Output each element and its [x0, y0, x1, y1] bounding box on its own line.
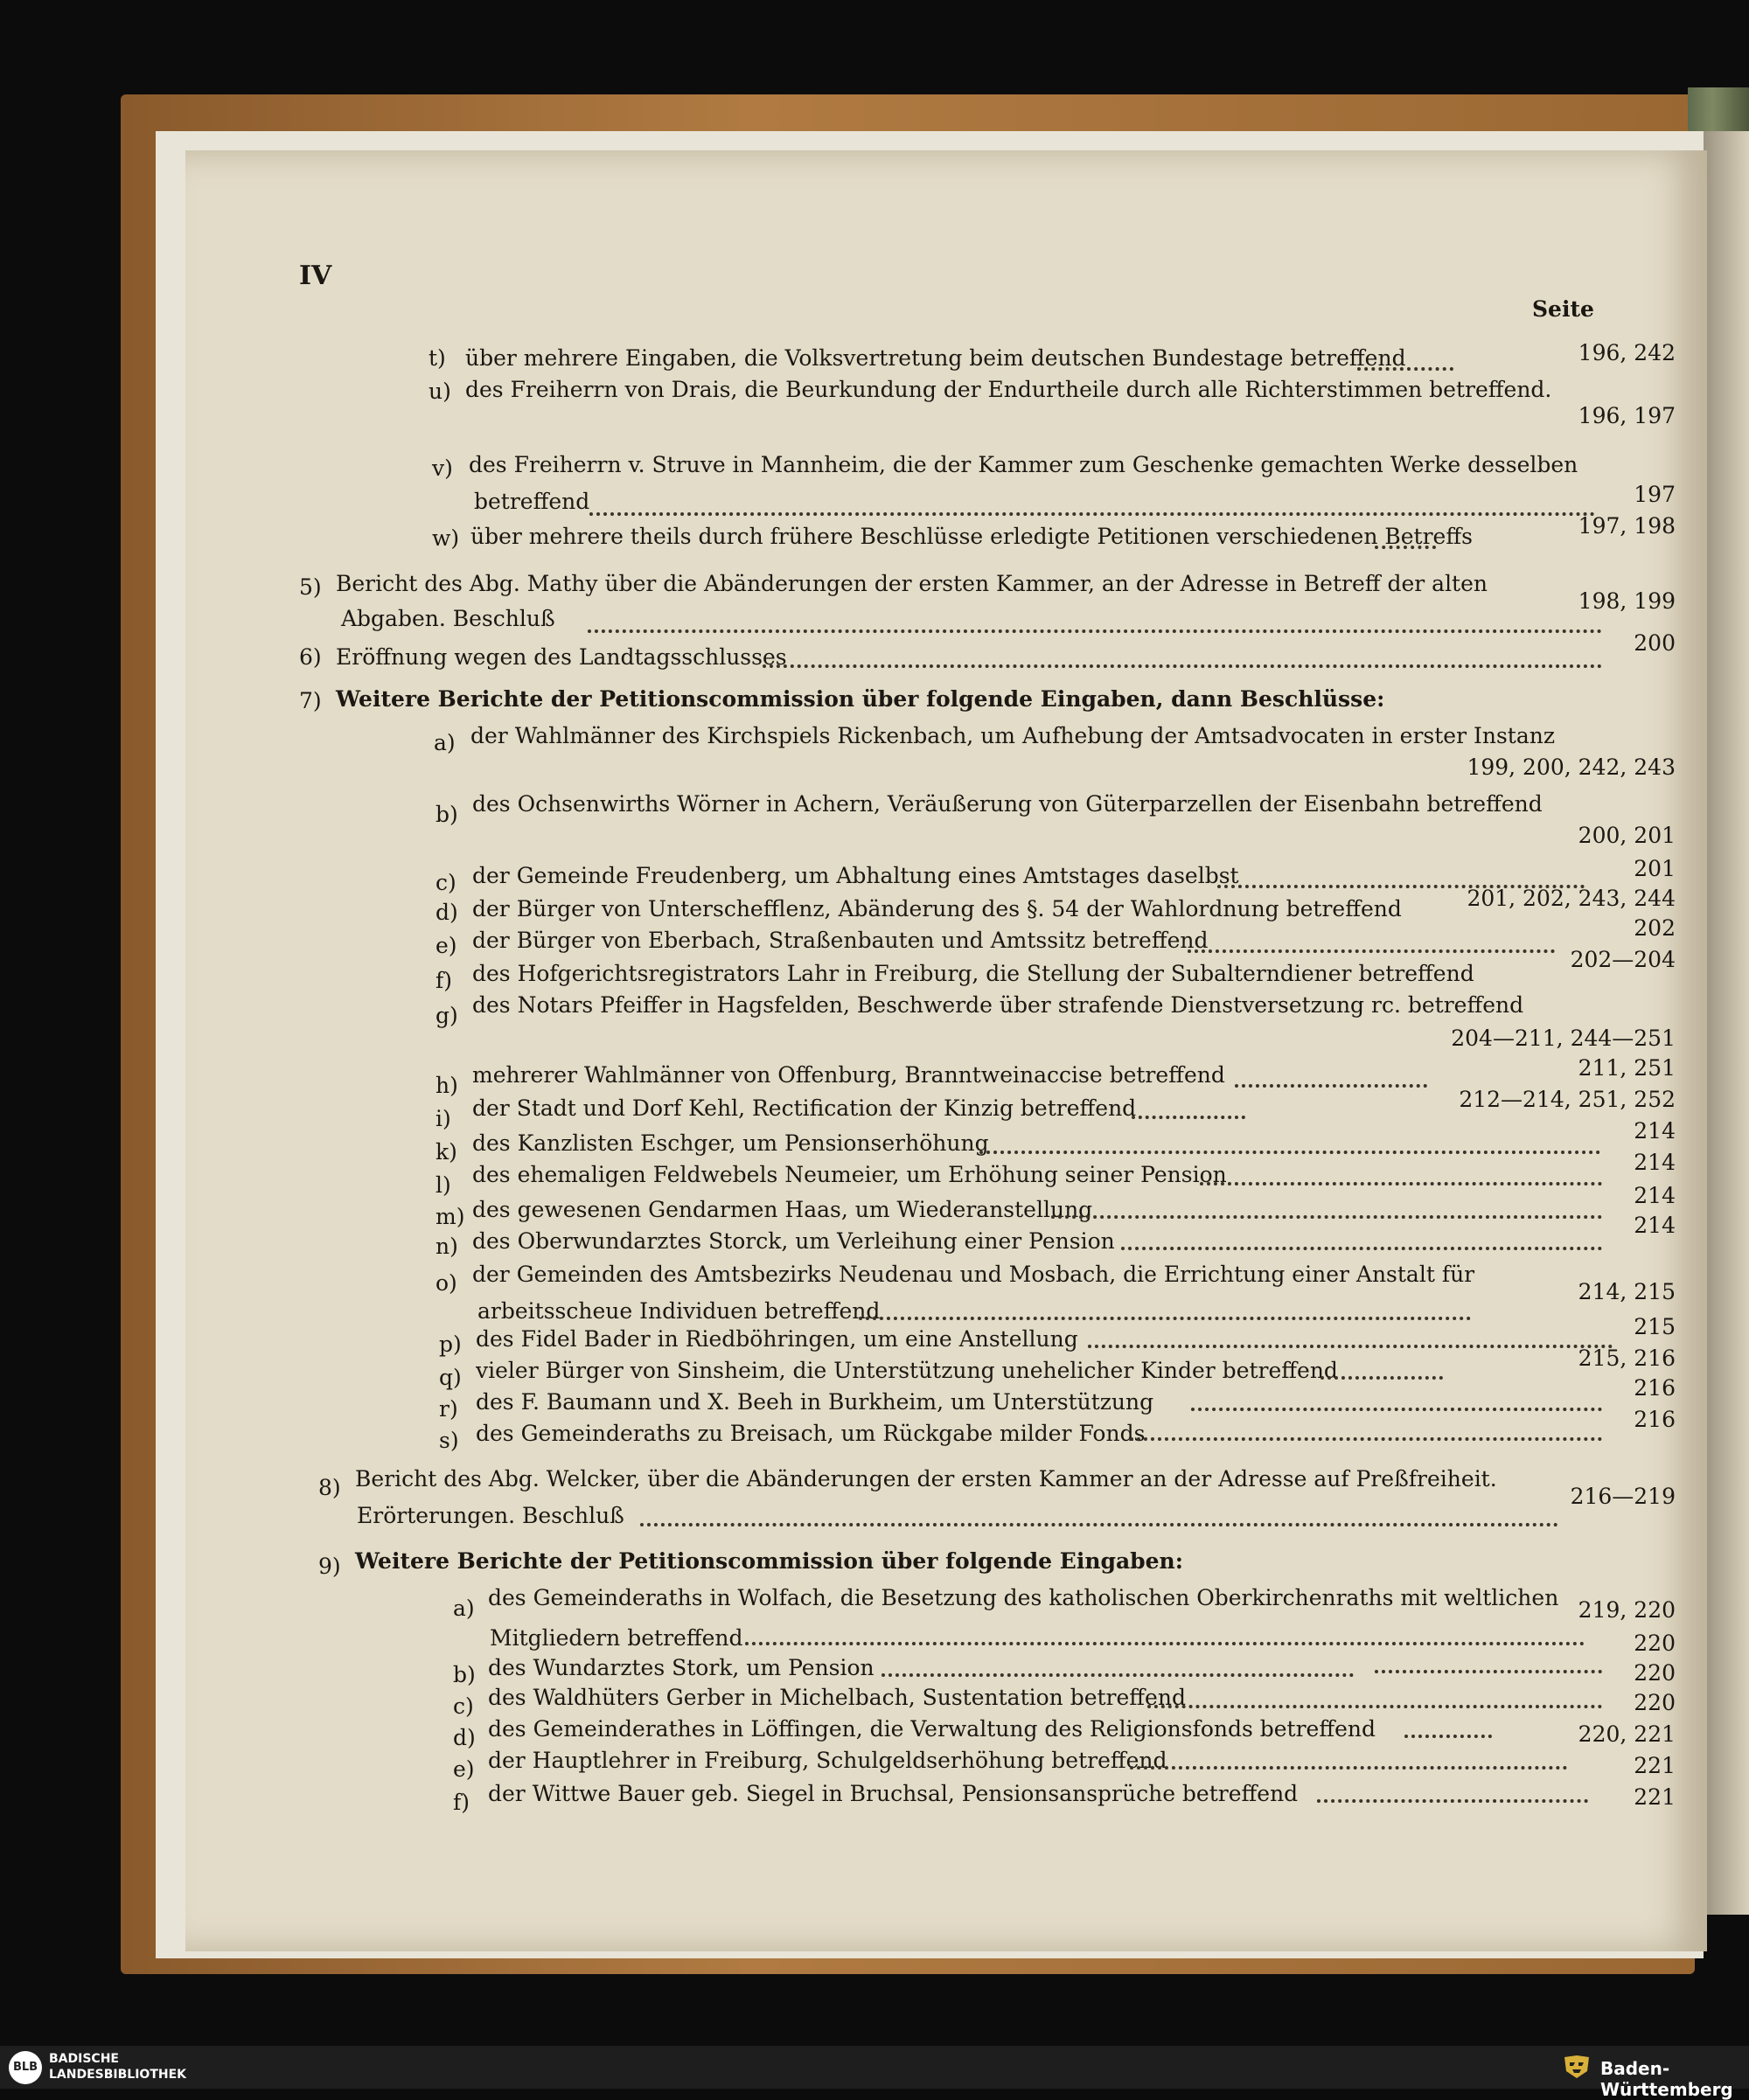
- library-name-line1: BADISCHE: [49, 2052, 119, 2066]
- entry-pages: 221: [1634, 1784, 1676, 1810]
- entry-text: Abgaben. Beschluß: [341, 606, 555, 631]
- entry-text: über mehrere theils durch frühere Beschlüsse erledigte Petitionen verschiedenen Betreffs: [470, 524, 1473, 549]
- entry-pages: 216: [1634, 1375, 1676, 1401]
- entry-label: o): [436, 1270, 457, 1296]
- entry-text: des Freiherrn v. Struve in Mannheim, die der Kammer zum Geschenke gemachten Werke desselben: [469, 452, 1578, 477]
- entry-text: Eröffnung wegen des Landtagsschlusses: [336, 644, 787, 670]
- entry-label: a): [453, 1596, 475, 1621]
- entry-label: a): [434, 730, 456, 755]
- leader-dots: [1147, 1701, 1602, 1708]
- entry-text: der Wittwe Bauer geb. Siegel in Bruchsal, Pensionsansprüche betreffend: [488, 1781, 1299, 1806]
- footer-bar: [0, 2046, 1749, 2100]
- entry-pages: 221: [1634, 1753, 1676, 1778]
- entry-pages: 220: [1634, 1660, 1676, 1686]
- leader-dots: [1317, 1796, 1588, 1803]
- entry-pages: 201, 202, 243, 244: [1467, 886, 1676, 911]
- entry-text: des Kanzlisten Eschger, um Pensionserhöhung: [472, 1130, 989, 1156]
- entry-label: b): [436, 802, 458, 827]
- entry-text: der Stadt und Dorf Kehl, Rectification der Kinzig betreffend: [472, 1095, 1137, 1121]
- leader-dots: [1375, 1666, 1602, 1673]
- entry-text: Bericht des Abg. Mathy über die Abänderungen der ersten Kammer, an der Adresse in Betreff der alten: [336, 571, 1488, 596]
- entry-label: n): [436, 1234, 458, 1259]
- leader-dots: [859, 1313, 1471, 1320]
- entry-pages: 204—211, 244—251: [1451, 1026, 1676, 1051]
- entry-pages: 216: [1634, 1407, 1676, 1432]
- entry-label: 7): [299, 688, 322, 713]
- leader-dots: [1132, 1112, 1245, 1119]
- entry-pages: 214: [1634, 1118, 1676, 1144]
- entry-label: k): [436, 1139, 457, 1165]
- entry-label: c): [436, 870, 456, 895]
- entry-text: des Oberwundarztes Storck, um Verleihung einer Pension: [472, 1228, 1115, 1254]
- entry-label: b): [453, 1662, 476, 1687]
- entry-label: p): [439, 1332, 462, 1357]
- leader-dots: [1188, 946, 1555, 953]
- library-name-line2: LANDESBIBLIOTHEK: [49, 2068, 187, 2082]
- entry-label: f): [436, 968, 453, 993]
- document-page: [185, 150, 1707, 1951]
- leader-dots: [1357, 364, 1453, 371]
- library-name: [49, 2051, 186, 2083]
- entry-pages: 212—214, 251, 252: [1459, 1087, 1676, 1112]
- entry-pages: 202—204: [1570, 947, 1676, 972]
- entry-text: des Gemeinderaths zu Breisach, um Rückgabe milder Fonds: [476, 1421, 1146, 1446]
- leader-dots: [1404, 1731, 1492, 1738]
- entry-label: d): [436, 900, 458, 925]
- leader-dots: [1191, 1404, 1602, 1411]
- next-page-edge: [1704, 131, 1749, 1915]
- leader-dots: [745, 1638, 1585, 1645]
- entry-label: 8): [318, 1475, 341, 1500]
- entry-text: Mitgliedern betreffend: [490, 1625, 743, 1651]
- entry-label: h): [436, 1073, 458, 1098]
- leader-dots: [589, 509, 1595, 516]
- entry-label: 6): [299, 644, 322, 670]
- entry-pages: 198, 199: [1578, 588, 1676, 614]
- entry-label: u): [429, 379, 451, 404]
- entry-text: Bericht des Abg. Welcker, über die Abänderungen der ersten Kammer an der Adresse auf Preßfreiheit.: [355, 1466, 1497, 1492]
- entry-text: Erörterungen. Beschluß: [357, 1503, 624, 1528]
- leader-dots: [881, 1670, 1354, 1677]
- leader-dots: [1088, 1341, 1613, 1348]
- entry-pages: 199, 200, 242, 243: [1467, 754, 1676, 780]
- entry-pages: 215, 216: [1578, 1346, 1676, 1371]
- entry-text: der Gemeinde Freudenberg, um Abhaltung eines Amtstages daselbst: [472, 863, 1239, 888]
- leader-dots: [763, 661, 1602, 668]
- state-crest-icon: [1562, 2054, 1592, 2080]
- entry-text: des Notars Pfeiffer in Hagsfelden, Beschwerde über strafende Dienstversetzung rc. betreffend: [472, 992, 1524, 1018]
- entry-text: der Bürger von Unterschefflenz, Abänderung des §. 54 der Wahlordnung betreffend: [472, 896, 1402, 921]
- entry-text: der Hauptlehrer in Freiburg, Schulgeldserhöhung betreffend: [488, 1748, 1167, 1773]
- entry-pages: 215: [1634, 1314, 1676, 1339]
- entry-label: e): [436, 933, 457, 958]
- leader-dots: [979, 1147, 1600, 1154]
- leader-dots: [1235, 1081, 1427, 1088]
- entry-text: des Ochsenwirths Wörner in Achern, Veräußerung von Güterparzellen der Eisenbahn betreffend: [472, 791, 1543, 817]
- entry-pages: 197, 198: [1578, 513, 1676, 539]
- leader-dots: [1130, 1763, 1567, 1770]
- entry-pages: 214: [1634, 1183, 1676, 1208]
- entry-label: q): [439, 1365, 462, 1390]
- entry-text: des F. Baumann und X. Beeh in Burkheim, um Unterstützung: [476, 1389, 1154, 1415]
- entry-pages: 211, 251: [1578, 1055, 1676, 1081]
- leader-dots: [1130, 1434, 1602, 1441]
- entry-text: des Gemeinderathes in Löffingen, die Verwaltung des Religionsfonds betreffend: [488, 1716, 1376, 1742]
- entry-text: Weitere Berichte der Petitionscommission über folgende Eingaben:: [355, 1548, 1183, 1574]
- seite-label: Seite: [1532, 296, 1594, 322]
- entry-label: d): [453, 1725, 476, 1750]
- entry-label: m): [436, 1204, 465, 1229]
- entry-label: v): [432, 455, 453, 481]
- entry-text: arbeitsscheue Individuen betreffend: [477, 1298, 881, 1324]
- entry-text: des Gemeinderaths in Wolfach, die Besetzung des katholischen Oberkirchenraths mit weltlichen: [488, 1585, 1559, 1610]
- entry-pages: 214, 215: [1578, 1279, 1676, 1304]
- entry-pages: 200, 201: [1578, 823, 1676, 848]
- entry-text: mehrerer Wahlmänner von Offenburg, Branntweinaccise betreffend: [472, 1062, 1225, 1088]
- entry-pages: 216—219: [1570, 1484, 1676, 1509]
- entry-pages: 196, 242: [1578, 340, 1676, 365]
- entry-text: des Wundarztes Stork, um Pension: [488, 1655, 874, 1680]
- entry-pages: 197: [1634, 482, 1676, 507]
- entry-text: des Fidel Bader in Riedböhringen, um eine Anstellung: [476, 1326, 1078, 1352]
- entry-label: s): [439, 1428, 459, 1453]
- entry-label: e): [453, 1756, 475, 1782]
- entry-pages: 201: [1634, 856, 1676, 881]
- entry-text: vieler Bürger von Sinsheim, die Unterstützung unehelicher Kinder betreffend: [476, 1358, 1338, 1383]
- leader-dots: [1200, 1179, 1602, 1186]
- entry-pages: 202: [1634, 915, 1676, 941]
- entry-label: f): [453, 1790, 470, 1815]
- state-name: Baden-Württemberg: [1600, 2058, 1733, 2100]
- leader-dots: [1051, 1212, 1602, 1219]
- entry-pages: 214: [1634, 1213, 1676, 1238]
- entry-label: c): [453, 1693, 474, 1719]
- entry-text: der Gemeinden des Amtsbezirks Neudenau und Mosbach, die Errichtung einer Anstalt für: [472, 1262, 1475, 1287]
- entry-text: des ehemaligen Feldwebels Neumeier, um Erhöhung seiner Pension: [472, 1162, 1227, 1187]
- entry-pages: 196, 197: [1578, 403, 1676, 428]
- entry-label: r): [439, 1396, 458, 1422]
- entry-label: g): [436, 1003, 458, 1028]
- leader-dots: [640, 1519, 1558, 1526]
- entry-label: w): [432, 525, 460, 551]
- page-number: IV: [299, 261, 332, 291]
- entry-text: des Waldhüters Gerber in Michelbach, Sustentation betreffend: [488, 1685, 1186, 1710]
- leader-dots: [1320, 1373, 1443, 1380]
- leader-dots: [1375, 542, 1436, 549]
- entry-text: der Wahlmänner des Kirchspiels Rickenbach, um Aufhebung der Amtsadvocaten in erster Instanz: [470, 723, 1556, 748]
- entry-text: Weitere Berichte der Petitionscommission über folgende Eingaben, dann Beschlüsse:: [336, 686, 1385, 712]
- entry-text: des gewesenen Gendarmen Haas, um Wiederanstellung: [472, 1197, 1093, 1222]
- entry-text: des Freiherrn von Drais, die Beurkundung der Endurtheile durch alle Richterstimmen betreffend.: [465, 377, 1552, 402]
- blb-logo-icon: BLB: [9, 2051, 42, 2084]
- entry-text: des Hofgerichtsregistrators Lahr in Freiburg, die Stellung der Subalterndiener betreffend: [472, 961, 1474, 986]
- entry-label: i): [436, 1106, 451, 1131]
- leader-dots: [1121, 1243, 1602, 1250]
- entry-text: der Bürger von Eberbach, Straßenbauten und Amtssitz betreffend: [472, 928, 1209, 953]
- leader-dots: [588, 626, 1602, 633]
- entry-text: betreffend: [474, 489, 590, 514]
- entry-pages: 214: [1634, 1150, 1676, 1175]
- entry-label: l): [436, 1172, 451, 1198]
- entry-pages: 220, 221: [1578, 1721, 1676, 1747]
- entry-pages: 220: [1634, 1631, 1676, 1656]
- entry-label: 5): [299, 574, 322, 600]
- entry-pages: 200: [1634, 630, 1676, 656]
- entry-label: t): [429, 345, 446, 371]
- entry-text: über mehrere Eingaben, die Volksvertretung beim deutschen Bundestage betreffend: [465, 345, 1406, 371]
- entry-pages: 219, 220: [1578, 1597, 1676, 1623]
- entry-pages: 220: [1634, 1690, 1676, 1715]
- entry-label: 9): [318, 1554, 341, 1579]
